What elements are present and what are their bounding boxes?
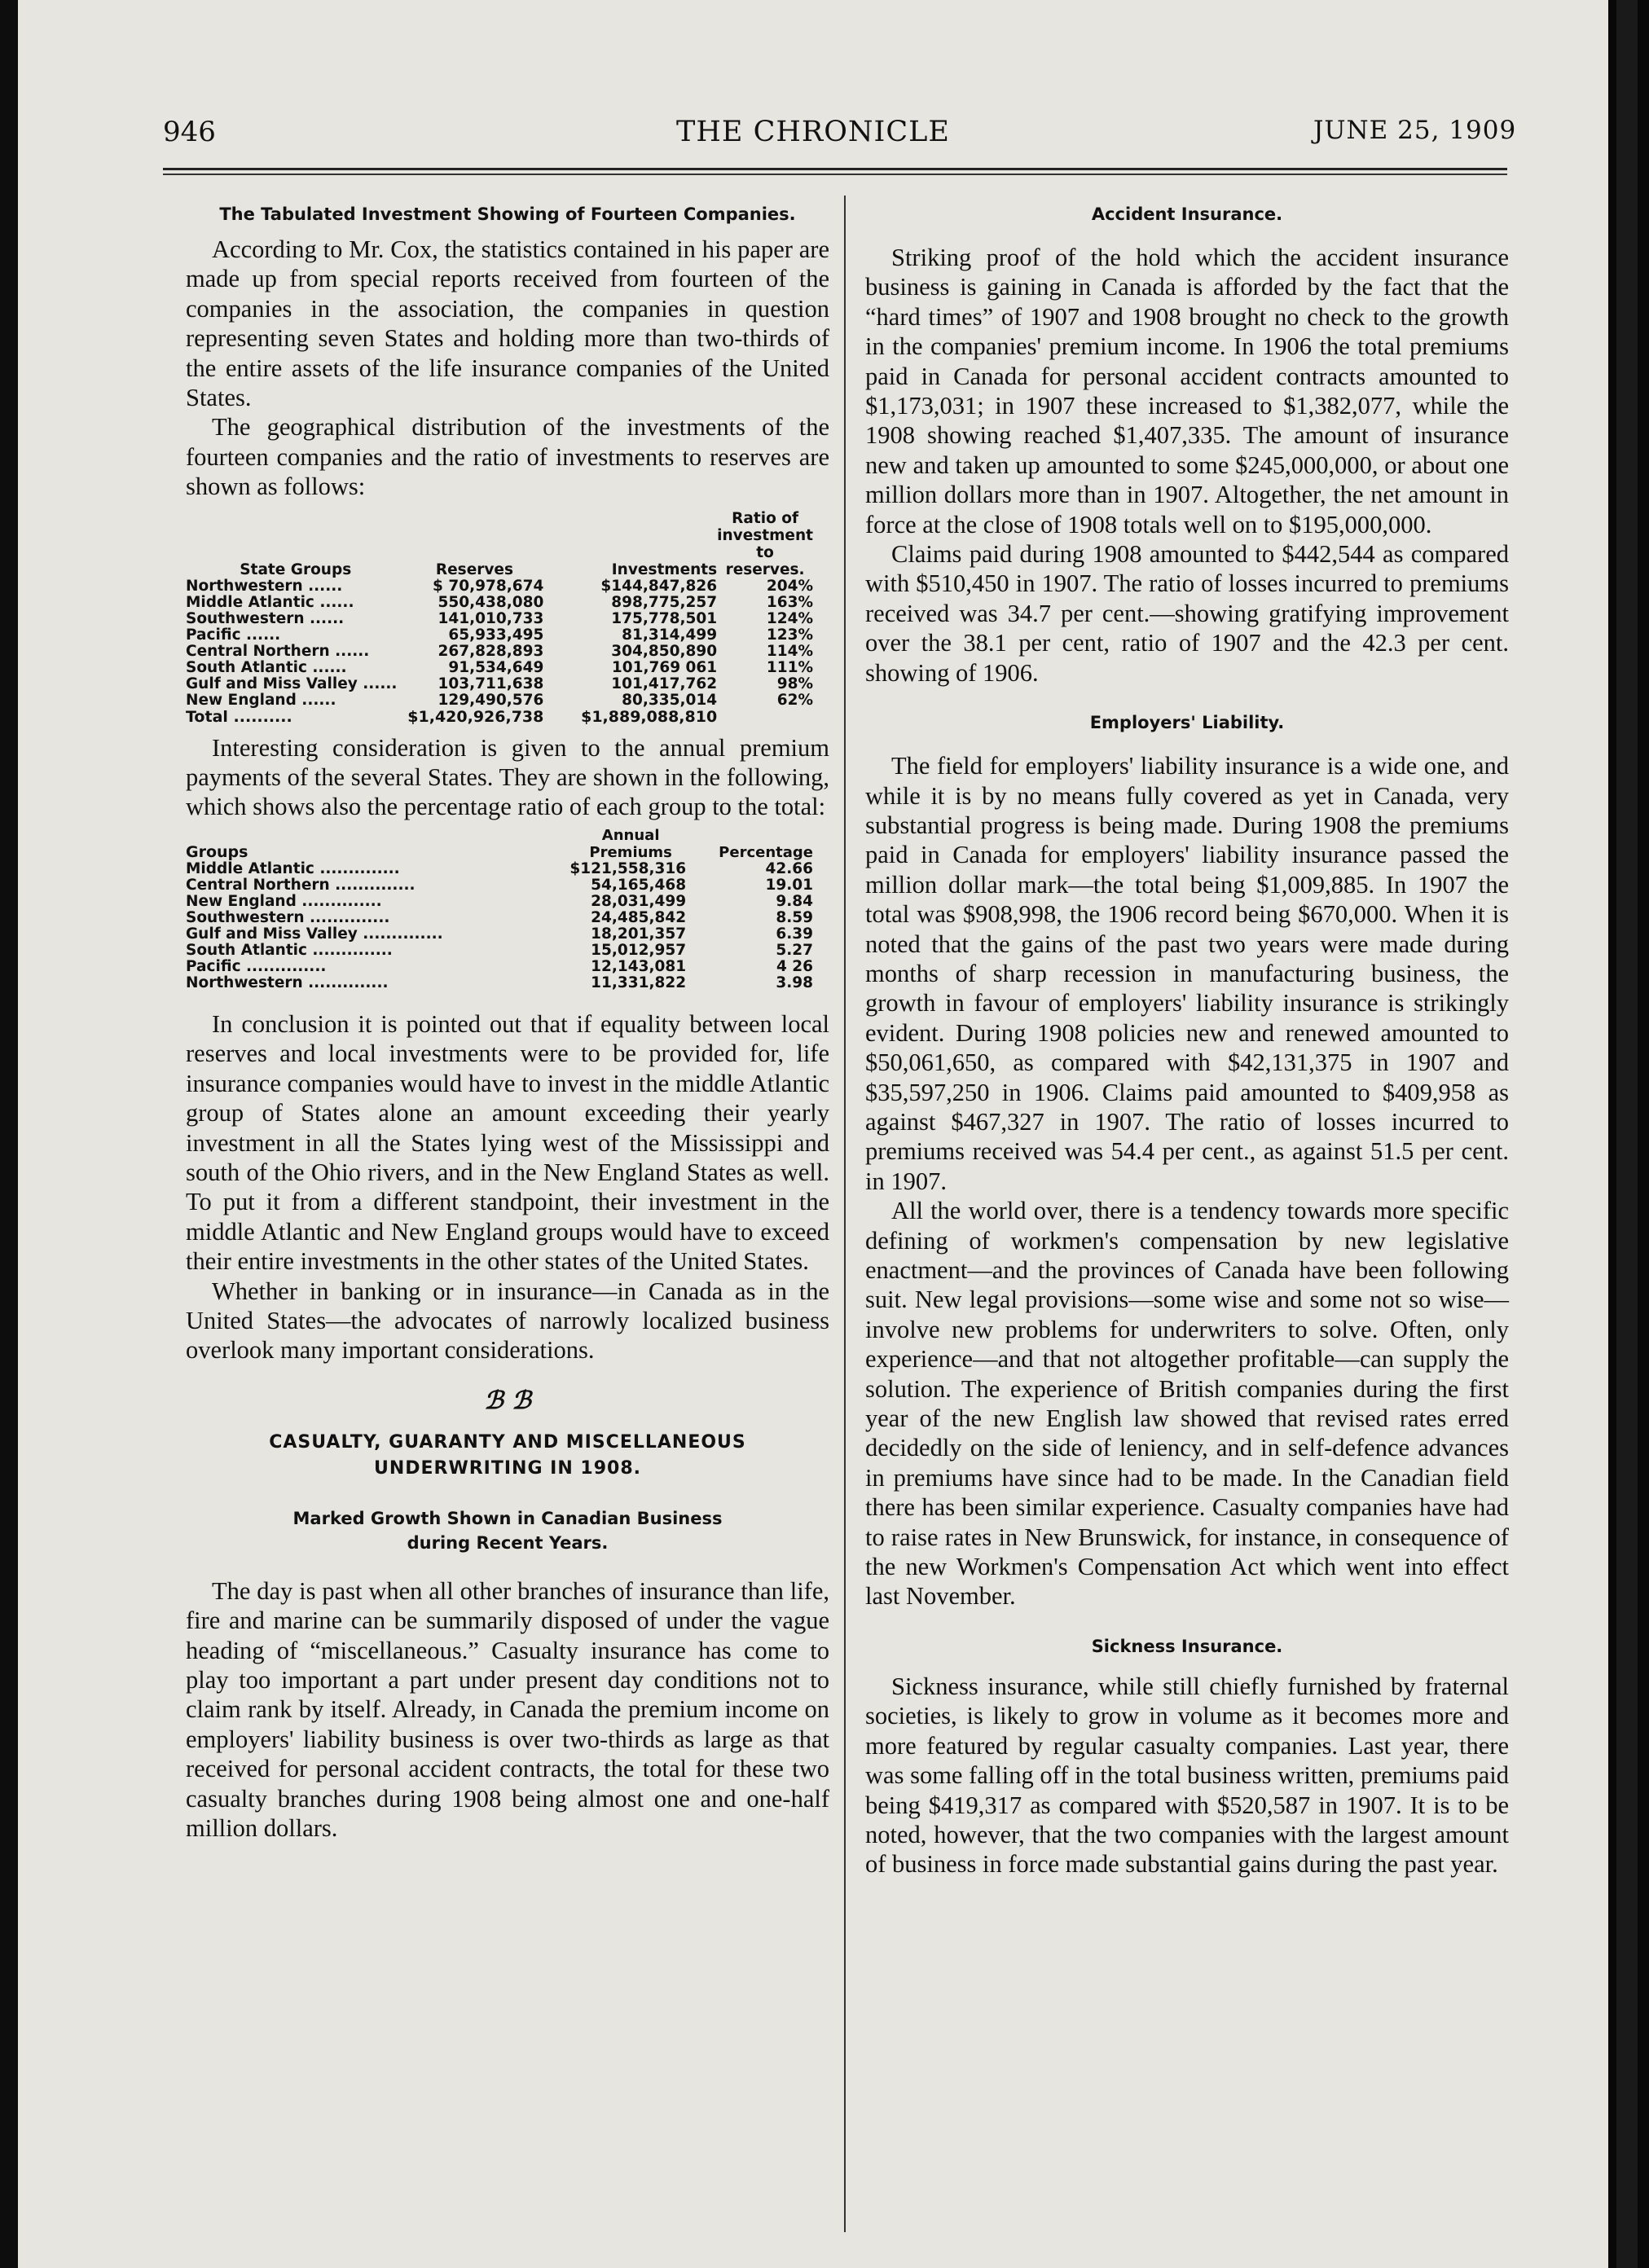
group-label: Central Northern <box>186 876 330 894</box>
col-header-percentage: Percentage <box>719 843 813 861</box>
ratio-cell: 123% <box>766 626 813 644</box>
group-label: South Atlantic <box>186 941 307 959</box>
total-ratio-empty <box>717 709 813 725</box>
premium-table-row <box>186 861 813 877</box>
group-label: Gulf and Miss Valley <box>186 925 358 943</box>
total-label: Total .......... <box>186 707 292 726</box>
investments-cell: 101,417,762 <box>611 675 718 692</box>
group-label: Gulf and Miss Valley <box>186 675 358 692</box>
group-cell: South Atlantic ...... <box>186 658 347 676</box>
investments-cell: 175,778,501 <box>611 609 718 627</box>
percentage-cell: 8.59 <box>776 908 813 926</box>
premium-table-row <box>186 959 813 975</box>
reserves-cell: 141,010,733 <box>438 609 544 627</box>
right-column <box>865 202 1509 1879</box>
group-cell: Southwestern .............. <box>186 908 390 926</box>
paragraph-accident-claims: Claims paid during 1908 amounted to $442,544 as compared with $510,450 in 1907. The ratio of losses incurred to premiums received was 34.7 per cent.—showing gratifying improvement over the 38.1 per cent, ratio of 1907 and the 42.3 per cent. showing of 1906. <box>865 540 1509 687</box>
paragraph-premium-payments: Interesting consideration is given to the annual premium payments of the several States. They are shown in the following, which shows also the percentage ratio of each group to the total: <box>186 733 829 821</box>
group-label: Northwestern <box>186 577 303 595</box>
header-rule <box>163 168 1507 170</box>
newspaper-page <box>18 0 1608 2268</box>
investments-cell: 80,335,014 <box>622 691 718 709</box>
percentage-cell: 19.01 <box>765 876 813 894</box>
premium-cell: 15,012,957 <box>591 941 687 959</box>
group-cell: Central Northern ...... <box>186 642 370 660</box>
premium-table-body <box>186 861 813 991</box>
premium-table <box>186 827 813 991</box>
reserves-cell: 65,933,495 <box>448 626 544 644</box>
col-header-reserves: Reserves <box>435 560 513 578</box>
column-divider <box>844 196 846 2232</box>
ratio-cell: 98% <box>776 675 813 692</box>
percentage-cell: 5.27 <box>776 941 813 959</box>
reserves-cell: 550,438,080 <box>438 593 544 611</box>
group-label: Southwestern <box>186 908 305 926</box>
section-heading-accident: Accident Insurance. <box>1091 204 1283 224</box>
investments-cell: 101,769 061 <box>611 658 718 676</box>
investments-cell: 304,850,890 <box>611 642 718 660</box>
premium-table-row <box>186 877 813 894</box>
investments-cell: 898,775,257 <box>611 593 718 611</box>
group-cell: New England ...... <box>186 691 336 709</box>
percentage-cell: 3.98 <box>776 974 813 991</box>
percentage-cell: 4 26 <box>776 957 813 975</box>
group-label: South Atlantic <box>186 658 307 676</box>
premium-cell: 54,165,468 <box>591 876 687 894</box>
ratio-cell: 204% <box>766 577 813 595</box>
investment-table-row <box>186 578 813 595</box>
left-column <box>186 202 829 1843</box>
col-header-state-groups: State Groups <box>240 560 352 578</box>
group-cell: Pacific ...... <box>186 626 281 644</box>
group-cell: Gulf and Miss Valley .............. <box>186 925 443 943</box>
ratio-cell: 163% <box>766 593 813 611</box>
group-label: Southwestern <box>186 609 305 627</box>
ratio-cell: 124% <box>766 609 813 627</box>
group-cell: Middle Atlantic .............. <box>186 859 400 877</box>
col-header-ratio: Ratio of investment to reserves. <box>717 509 813 578</box>
col-header-annual-premiums: Annual Premiums <box>589 826 672 861</box>
investments-cell: $144,847,826 <box>600 577 718 595</box>
group-cell: Gulf and Miss Valley ...... <box>186 675 398 692</box>
premium-cell: 24,485,842 <box>591 908 687 926</box>
group-cell: Central Northern .............. <box>186 876 416 894</box>
group-label: New England <box>186 691 297 709</box>
group-label: Central Northern <box>186 642 330 660</box>
investment-table-row <box>186 627 813 644</box>
section-heading-investments: The Tabulated Investment Showing of Fourteen Companies. <box>219 204 796 224</box>
section-heading-sickness: Sickness Insurance. <box>1091 1636 1283 1656</box>
ratio-cell: 111% <box>766 658 813 676</box>
premium-table-row <box>186 910 813 926</box>
group-cell: Middle Atlantic ...... <box>186 593 354 611</box>
section-subheading-marked-growth: Marked Growth Shown in Canadian Business during Recent Years. <box>292 1508 723 1553</box>
paragraph-sickness: Sickness insurance, while still chiefly furnished by fraternal societies, is likely to grow in volume as it becomes more and more featured by regular casualty companies. Last year, there was some falling off in the total business written, premiums paid being $419,317 as compared with $520,587 in 1907. It is to be noted, however, that the two companies with the largest amount of business in force made substantial gains during the past year. <box>865 1672 1509 1879</box>
ornament-separator: ℬ ℬ <box>484 1386 531 1415</box>
premium-cell: 28,031,499 <box>591 892 687 910</box>
paragraph-workmens-compensation: All the world over, there is a tendency towards more specific defining of workmen's compensation by new legislative enactment—and the provinces of Canada have been following suit. New legal provisions—some wise and some not so wise—involve new problems for underwriters to solve. Often, only experience—and that not altogether profitable—can supply the solution. The experience of British companies during the first year of the new English law showed that revised rates erred decidedly on the side of leniency, and in self-defence advances in premiums have since had to be made. In the Canadian field there has been similar experience. Casualty companies have had to raise rates in New Brunswick, for instance, in consequence of the new Workmen's Compensation Act which went into effect last November. <box>865 1197 1509 1611</box>
group-cell: Pacific .............. <box>186 957 327 975</box>
section-heading-casualty: CASUALTY, GUARANTY AND MISCELLANEOUS UNDERWRITING IN 1908. <box>269 1431 746 1479</box>
premium-table-row <box>186 894 813 910</box>
investments-cell: 81,314,499 <box>622 626 718 644</box>
group-cell: Northwestern ...... <box>186 577 343 595</box>
premium-table-row <box>186 926 813 943</box>
paragraph-banking: Whether in banking or in insurance—in Canada as in the United States—the advocates of narrowly localized business overlook many important considerations. <box>186 1277 829 1365</box>
premium-cell: 18,201,357 <box>591 925 687 943</box>
paragraph-day-is-past: The day is past when all other branches of insurance than life, fire and marine can be summarily disposed of under the vague heading of “miscellaneous.” Casualty insurance has come to play too important a part under present day conditions not to claim rank by itself. Already, in Canada the premium income on employers' liability business is over two-thirds as large as that received for personal accident contracts, the total for these two casualty branches during 1908 being almost one and one-half million dollars. <box>186 1576 829 1842</box>
investment-table-row <box>186 644 813 660</box>
group-cell: Northwestern .............. <box>186 974 389 991</box>
paragraph-cox-statistics: According to Mr. Cox, the statistics contained in his paper are made up from special reports received from fourteen of the companies in the association, the companies in question representing seven States and holding more than two-thirds of the entire assets of the life insurance companies of the United States. <box>186 235 829 412</box>
total-investments: $1,889,088,810 <box>581 707 718 726</box>
percentage-cell: 42.66 <box>765 859 813 877</box>
group-cell: Southwestern ...... <box>186 609 345 627</box>
scan-edge-strip <box>1616 0 1638 2268</box>
investment-table-row <box>186 676 813 692</box>
group-label: Middle Atlantic <box>186 593 314 611</box>
premium-cell: 11,331,822 <box>591 974 687 991</box>
col-header-groups: Groups <box>186 842 248 861</box>
page-header <box>18 116 1608 156</box>
paragraph-employers-field: The field for employers' liability insurance is a wide one, and while it is by no means fully covered as yet in Canada, very substantial progress is being made. During 1908 the premiums paid in Canada for employers' liability insurance passed the million dollar mark—the total being $1,009,885. In 1907 the total was $908,998, the 1906 record being $670,000. When it is noted that the gains of the past two years were made during months of sharp recession in manufacturing business, the growth in favour of employers' liability insurance is strikingly evident. During 1908 policies new and renewed amounted to $50,061,650, as compared with $42,131,375 in 1907 and $35,597,250 in 1906. Claims paid amounted to $409,958 as against $467,327 in 1907. The ratio of losses incurred to premiums received was 54.4 per cent., as against 51.5 per cent. in 1907. <box>865 752 1509 1195</box>
ratio-cell: 62% <box>776 691 813 709</box>
investment-table <box>186 510 813 725</box>
investment-table-body <box>186 578 813 709</box>
section-heading-employers-liability: Employers' Liability. <box>1089 713 1285 733</box>
reserves-cell: 91,534,649 <box>448 658 544 676</box>
group-label: Pacific <box>186 957 241 975</box>
premium-table-row <box>186 943 813 959</box>
investment-table-row <box>186 692 813 709</box>
group-label: Northwestern <box>186 974 303 991</box>
percentage-cell: 9.84 <box>776 892 813 910</box>
premium-cell: $121,558,316 <box>569 859 687 877</box>
group-cell: New England .............. <box>186 892 382 910</box>
investment-table-row <box>186 595 813 611</box>
issue-date: JUNE 25, 1909 <box>1313 116 1517 145</box>
premium-table-row <box>186 975 813 991</box>
group-label: Pacific <box>186 626 241 644</box>
header-rule-thin <box>163 174 1507 175</box>
reserves-cell: 103,711,638 <box>438 675 544 692</box>
paragraph-geographical: The geographical distribution of the investments of the fourteen companies and the ratio of investments to reserves are shown as follows: <box>186 413 829 501</box>
reserves-cell: $ 70,978,674 <box>433 577 544 595</box>
group-label: Middle Atlantic <box>186 859 314 877</box>
reserves-cell: 267,828,893 <box>438 642 544 660</box>
group-label: New England <box>186 892 297 910</box>
reserves-cell: 129,490,576 <box>438 691 544 709</box>
investment-table-row <box>186 611 813 627</box>
paragraph-conclusion: In conclusion it is pointed out that if equality between local reserves and local investments were to be provided for, life insurance companies would have to invest in the middle Atlantic group of States alone an amount exceeding their yearly investment in all the States lying west of the Mississippi and south of the Ohio rivers, and in the New England States as well. To put it from a different standpoint, their investment in the middle Atlantic and New England groups would have to exceed their entire investments in the other states of the United States. <box>186 1009 829 1276</box>
total-reserves: $1,420,926,738 <box>407 707 544 726</box>
total-label-text: Total <box>186 707 228 726</box>
paragraph-accident-proof: Striking proof of the hold which the accident insurance business is gaining in Canada is afforded by the fact that the “hard times” of 1907 and 1908 brought no check to the growth in the companies' premium income. In 1906 the total premiums paid in Canada for personal accident contracts amounted to $1,173,031; in 1907 these increased to $1,382,077, while the 1908 showing reached $1,407,335. The amount of insurance new and taken up amounted to some $245,000,000, or about one million dollars more than in 1907. Altogether, the net amount in force at the close of 1908 totals well on to $195,000,000. <box>865 244 1509 538</box>
ratio-cell: 114% <box>766 642 813 660</box>
col-header-investments: Investments <box>611 560 718 578</box>
group-cell: South Atlantic .............. <box>186 941 393 959</box>
page-number: 946 <box>163 116 216 148</box>
premium-cell: 12,143,081 <box>591 957 687 975</box>
journal-title: THE CHRONICLE <box>676 116 950 148</box>
investment-table-row <box>186 660 813 676</box>
percentage-cell: 6.39 <box>776 925 813 943</box>
